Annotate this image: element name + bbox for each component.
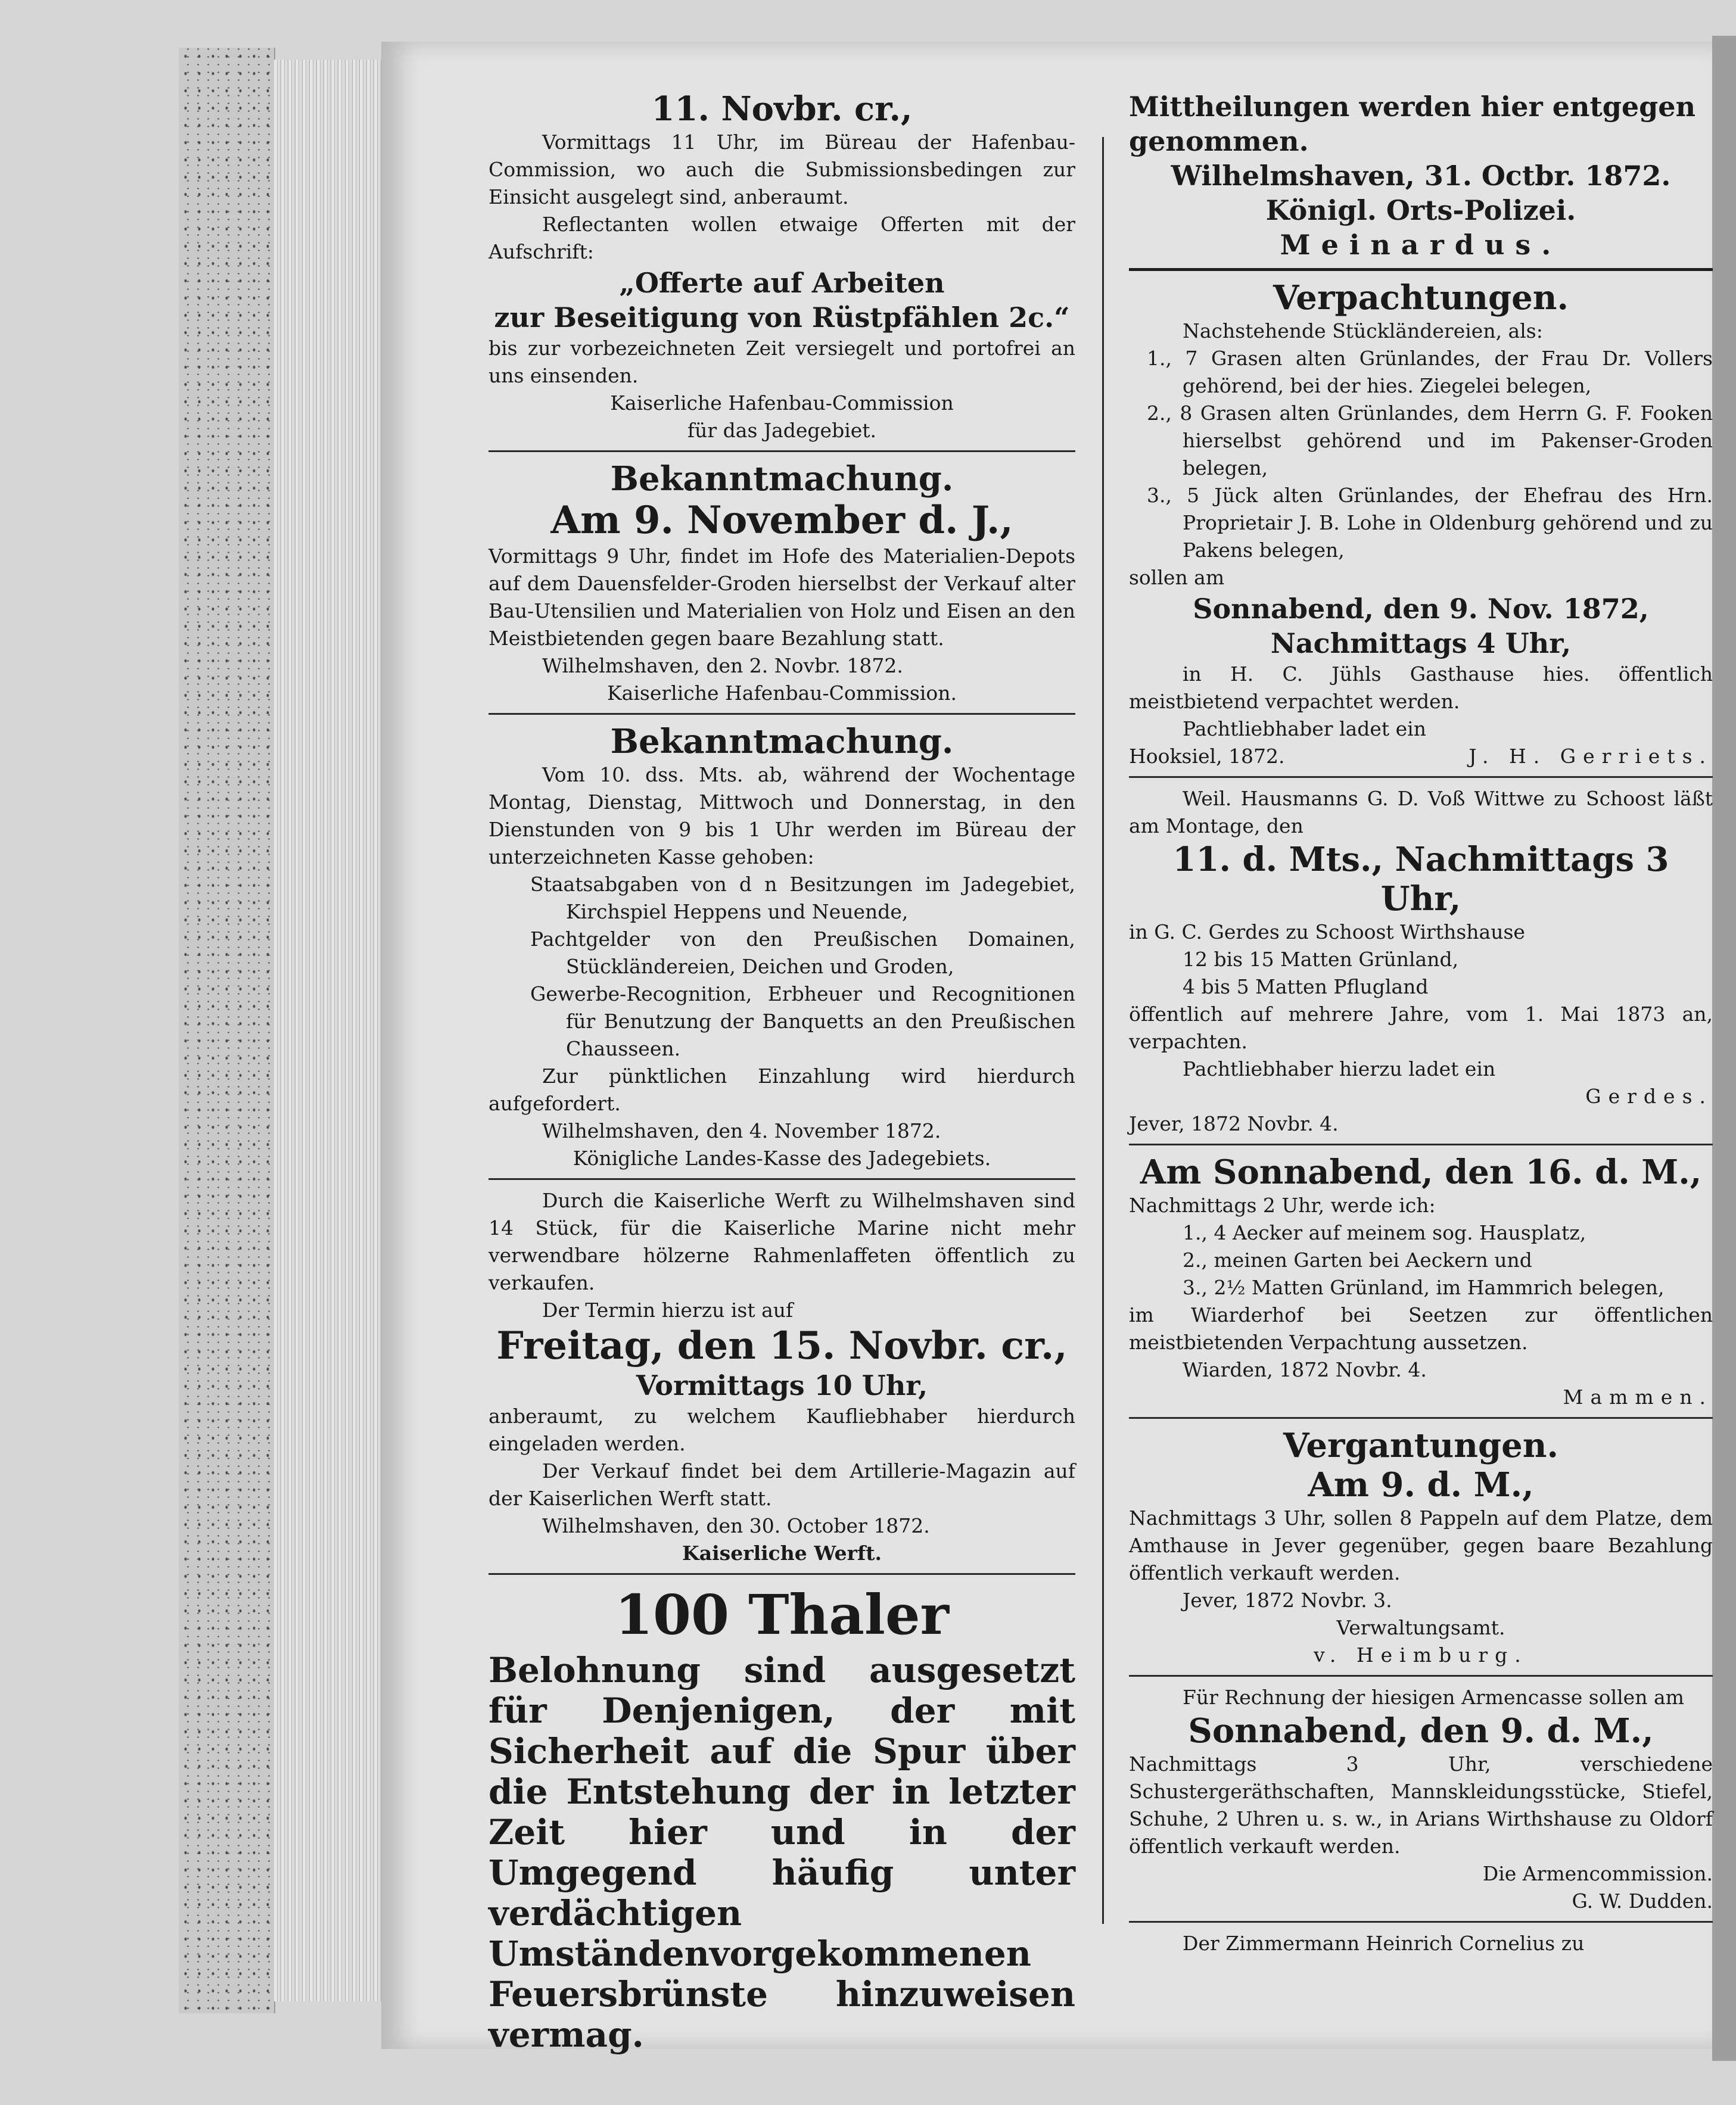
notice-verpachtungen bbox=[1129, 278, 1713, 770]
list-item: 12 bis 15 Matten Grünland, bbox=[1183, 948, 1459, 971]
page-edges bbox=[274, 60, 387, 2001]
notice-text: Der Verkauf findet bei dem Artillerie-Magazin auf der Kaiserlichen Werft statt. bbox=[489, 1459, 1075, 1510]
notice-footer bbox=[1129, 743, 1713, 770]
list-item: 1., 7 Grasen alten Grünlandes, der Frau Dr. Vollers gehörend, bei der hies. Ziegelei belegen, bbox=[1147, 347, 1713, 397]
notice-text: Nachmittags 3 Uhr, verschiedene Schustergeräthschaften, Mannskleidungsstücke, Stiefel, Schuhe, 2 Uhren u. s. w., in Arians Wirthshause zu Oldorf öffentlich verkauft werden. bbox=[1129, 1752, 1713, 1858]
notice-text: Vormittags 11 Uhr, im Büreau der Hafenbau-Commission, wo auch die Submissionsbedingen zur Einsicht ausgelegt sind, anberaumt. bbox=[489, 130, 1075, 208]
notice-text: in G. C. Gerdes zu Schoost Wirthshause bbox=[1129, 920, 1525, 943]
notice-office: Verwaltungsamt. bbox=[1336, 1616, 1505, 1639]
list-item: 4 bis 5 Matten Pflugland bbox=[1183, 975, 1429, 998]
section-rule bbox=[489, 450, 1075, 452]
notice-date: Am Sonnabend, den 16. d. M., bbox=[1140, 1153, 1702, 1192]
notice-text: Pachtliebhaber ladet ein bbox=[1183, 717, 1426, 740]
list-item: Staatsabgaben von d n Besitzungen im Jadegebiet, Kirchspiel Heppens und Neuende, bbox=[530, 873, 1075, 923]
notice-zimmermann bbox=[1129, 1930, 1713, 1957]
notice-quote: „Offerte auf Arbeiten bbox=[619, 267, 945, 299]
section-rule bbox=[1129, 1921, 1713, 1923]
section-rule bbox=[1129, 268, 1713, 271]
notice-signature: Gerdes. bbox=[1585, 1085, 1713, 1108]
notice-time: Nachmittags 4 Uhr, bbox=[1270, 627, 1572, 659]
list-item: 2., meinen Garten bei Aeckern und bbox=[1183, 1248, 1532, 1272]
section-rule bbox=[1129, 1675, 1713, 1677]
notice-hafenbau-submission bbox=[489, 89, 1075, 444]
notice-signature: v. Heimburg. bbox=[1314, 1643, 1528, 1667]
notice-voss-wittwe bbox=[1129, 785, 1713, 1138]
right-column bbox=[1129, 89, 1713, 1957]
notice-heading: Vergantungen. bbox=[1283, 1426, 1558, 1465]
notice-signature: G. W. Dudden. bbox=[1572, 1889, 1713, 1913]
notice-office: Königl. Orts-Polizei. bbox=[1265, 194, 1576, 226]
notice-text: Pachtliebhaber hierzu ladet ein bbox=[1183, 1057, 1496, 1080]
notice-text: Für Rechnung der hiesigen Armencasse sollen am bbox=[1183, 1686, 1684, 1709]
notice-text: sollen am bbox=[1129, 566, 1225, 589]
notice-text: im Wiarderhof bei Seetzen zur öffentlichen meistbietenden Verpachtung aussetzen. bbox=[1129, 1303, 1713, 1354]
notice-text: Durch die Kaiserliche Werft zu Wilhelmshaven sind 14 Stück, für die Kaiserliche Marine nicht mehr verwendbare hölzerne Rahmenlaffeten öffentlich zu verkaufen. bbox=[489, 1189, 1075, 1294]
list-item: Pachtgelder von den Preußischen Domainen, Stückländereien, Deichen und Groden, bbox=[530, 927, 1075, 978]
notice-place: Wilhelmshaven, den 30. October 1872. bbox=[542, 1514, 930, 1537]
notice-reward bbox=[489, 1582, 1075, 2055]
notice-list bbox=[489, 871, 1075, 1063]
notice-mammen bbox=[1129, 1153, 1713, 1411]
notice-bekanntmachung-2 bbox=[489, 722, 1075, 1172]
notice-quote: zur Beseitigung von Rüstpfählen 2c.“ bbox=[494, 301, 1070, 334]
notice-time: Vormittags 10 Uhr, bbox=[636, 1369, 928, 1402]
column-divider bbox=[1102, 137, 1104, 1924]
notice-text: Der Zimmermann Heinrich Cornelius zu bbox=[1183, 1932, 1585, 1955]
list-item: Gewerbe-Recognition, Erbheuer und Recognitionen für Benutzung der Banquetts an den Preußischen Chausseen. bbox=[530, 982, 1075, 1060]
notice-place: Wilhelmshaven, 31. Octbr. 1872. bbox=[1171, 160, 1671, 192]
list-item: 1., 4 Aecker auf meinem sog. Hausplatz, bbox=[1183, 1221, 1586, 1244]
notice-date: Am 9. d. M., bbox=[1308, 1465, 1534, 1505]
notice-signature: Königliche Landes-Kasse des Jadegebiets. bbox=[573, 1147, 991, 1170]
notice-text: bis zur vorbezeichneten Zeit versiegelt und portofrei an uns einsenden. bbox=[489, 337, 1075, 387]
notice-signature: Meinardus. bbox=[1280, 229, 1562, 261]
notice-signature: für das Jadegebiet. bbox=[687, 419, 877, 442]
notice-text: Reflectanten wollen etwaige Offerten mit der Aufschrift: bbox=[489, 213, 1075, 263]
reward-text: Belohnung sind ausgesetzt für Denjenigen, der mit Sicherheit auf die Spur über die Entstehung der in letzter Zeit hier und in der Umgegend häufig unter verdächtigen Umständenvorgekommenen Feuersbrünste hinzuweisen vermag. bbox=[489, 1650, 1075, 2055]
book-cover bbox=[179, 48, 275, 2013]
notice-date: 11. Novbr. cr., bbox=[651, 89, 913, 129]
cover-speckle bbox=[179, 48, 274, 2013]
notice-text: anberaumt, zu welchem Kaufliebhaber hierdurch eingeladen werden. bbox=[489, 1405, 1075, 1455]
notice-signature: Kaiserliche Hafenbau-Commission bbox=[610, 391, 954, 415]
notice-date: Sonnabend, den 9. Nov. 1872, bbox=[1193, 593, 1649, 625]
page-shadow bbox=[1712, 36, 1736, 2061]
notice-armencasse bbox=[1129, 1684, 1713, 1915]
notice-date: Freitag, den 15. Novbr. cr., bbox=[496, 1324, 1068, 1368]
notice-text: in H. C. Jühls Gasthause hies. öffentlich meistbietend verpachtet werden. bbox=[1129, 662, 1713, 713]
notice-place: Hooksiel, 1872. bbox=[1129, 745, 1285, 768]
notice-place: Wilhelmshaven, den 4. November 1872. bbox=[542, 1119, 941, 1142]
notice-signature: Mammen. bbox=[1563, 1385, 1713, 1409]
section-rule bbox=[1129, 776, 1713, 778]
notice-text: Vom 10. dss. Mts. ab, während der Wochentage Montag, Dienstag, Mittwoch und Donnerstag, in den Dienstunden von 9 bis 1 Uhr werden im Büreau der unterzeichneten Kasse gehoben: bbox=[489, 763, 1075, 868]
notice-werft-sale bbox=[489, 1187, 1075, 1567]
notice-date: Sonnabend, den 9. d. M., bbox=[1188, 1711, 1654, 1751]
notice-text: Der Termin hierzu ist auf bbox=[542, 1299, 794, 1322]
notice-place: Jever, 1872 Novbr. 3. bbox=[1183, 1589, 1392, 1612]
notice-vergantungen bbox=[1129, 1426, 1713, 1669]
notice-date: Am 9. November d. J., bbox=[550, 498, 1013, 543]
notice-text: Nachmittags 3 Uhr, sollen 8 Pappeln auf dem Platze, dem Amthause in Jever gegenüber, gegen baare Bezahlung öffentlich verkauft werden. bbox=[1129, 1506, 1713, 1584]
notice-text: Zur pünktlichen Einzahlung wird hierdurch aufgefordert. bbox=[489, 1064, 1075, 1115]
list-item: 2., 8 Grasen alten Grünlandes, dem Herrn G. F. Fooken hierselbst gehörend und im Pakenser-Groden belegen, bbox=[1147, 401, 1713, 479]
notice-text: Nachmittags 2 Uhr, werde ich: bbox=[1129, 1194, 1436, 1217]
notice-bekanntmachung-1 bbox=[489, 459, 1075, 707]
notice-date: 11. d. Mts., Nachmittags 3 Uhr, bbox=[1172, 840, 1669, 918]
notice-signature: Kaiserliche Hafenbau-Commission. bbox=[607, 681, 957, 705]
notice-place: Jever, 1872 Novbr. 4. bbox=[1129, 1112, 1339, 1135]
list-item: 3., 5 Jück alten Grünlandes, der Ehefrau des Hrn. Proprietair J. B. Lohe in Oldenburg gehörend und zu Pakens belegen, bbox=[1147, 484, 1713, 562]
notice-signature: Kaiserliche Werft. bbox=[682, 1542, 882, 1565]
section-rule bbox=[489, 1178, 1075, 1180]
notice-text: Vormittags 9 Uhr, findet im Hofe des Materialien-Depots auf dem Dauensfelder-Groden hierselbst der Verkauf alter Bau-Utensilien und Materialien von Holz und Eisen an den Meistbietenden gegen baare Bezahlung statt. bbox=[489, 544, 1075, 650]
notice-signature: Die Armencommission. bbox=[1482, 1862, 1713, 1885]
notice-polizei bbox=[1129, 89, 1713, 262]
section-rule bbox=[1129, 1417, 1713, 1419]
notice-signature: J. H. Gerriets. bbox=[1469, 745, 1713, 768]
notice-text: Nachstehende Stückländereien, als: bbox=[1183, 319, 1543, 342]
notice-text: öffentlich auf mehrere Jahre, vom 1. Mai 1873 an, verpachten. bbox=[1129, 1002, 1713, 1053]
notice-place: Wilhelmshaven, den 2. Novbr. 1872. bbox=[542, 654, 903, 677]
notice-text: Mittheilungen werden hier entgegen genommen. bbox=[1129, 91, 1696, 157]
notice-heading: Verpachtungen. bbox=[1273, 278, 1569, 317]
left-column bbox=[489, 89, 1075, 2055]
section-rule bbox=[1129, 1144, 1713, 1145]
notice-text: Weil. Hausmanns G. D. Voß Wittwe zu Schoost läßt am Montage, den bbox=[1129, 787, 1713, 837]
section-rule bbox=[489, 713, 1075, 715]
notice-place: Wiarden, 1872 Novbr. 4. bbox=[1183, 1358, 1427, 1381]
notice-heading: Bekanntmachung. bbox=[610, 459, 954, 499]
notice-heading: Bekanntmachung. bbox=[610, 722, 954, 761]
section-rule bbox=[489, 1573, 1075, 1575]
list-item: 3., 2½ Matten Grünland, im Hammrich belegen, bbox=[1183, 1276, 1665, 1299]
reward-heading: 100 Thaler bbox=[615, 1583, 949, 1647]
